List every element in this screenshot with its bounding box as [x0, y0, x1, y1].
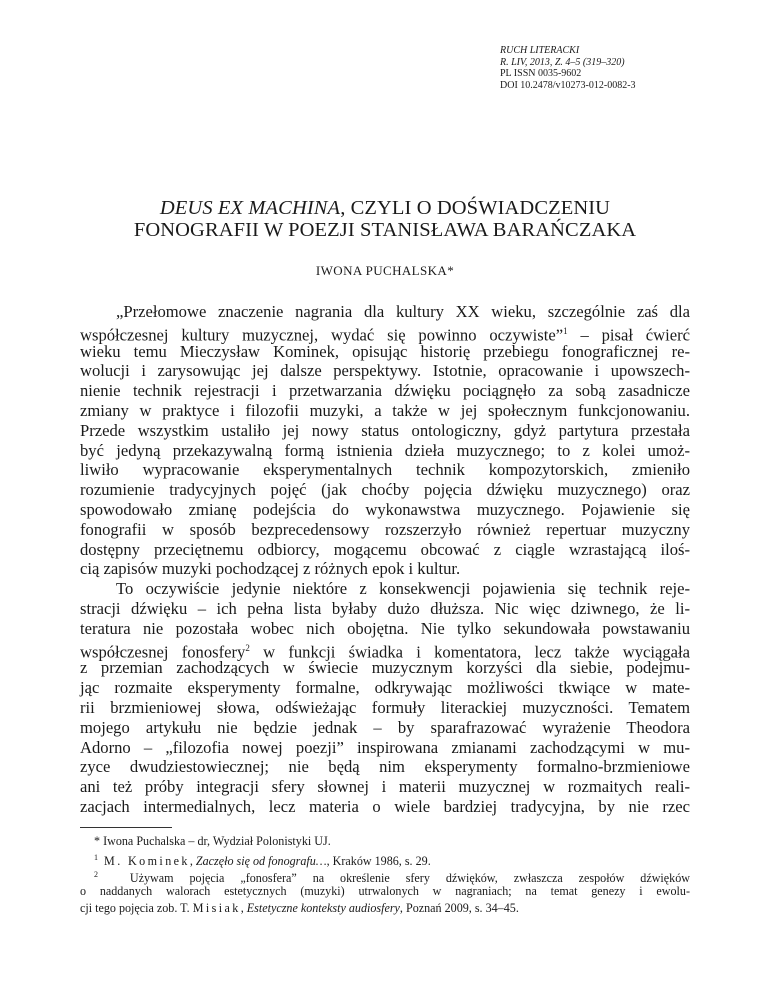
body-line: Przede wszystkim ustaliło jej nowy status ontologiczny, gdyż partytura przestała: [80, 420, 690, 440]
body-line: liwiło wypracowanie eksperymentalnych technik kompozytorskich, zmieniło: [80, 460, 690, 480]
author-name: IWONA PUCHALSKA*: [315, 263, 455, 278]
body-line: [80, 639, 690, 662]
body-line: spowodowało zmianę podejścia do wykonawstwa muzycznego. Pojawienie się: [80, 499, 690, 519]
body-line: rii brzmieniowej słowa, odświeżając formuły literackiej muzyczności. Tematem: [80, 697, 690, 717]
article-title: [80, 197, 690, 241]
footnote-2-rest: , Poznań 2009, s. 34–45.: [399, 901, 519, 916]
body-line: mojego artykułu nie będzie jednak – by sparafrazować wyrażenie Theodora: [80, 717, 690, 737]
body-line: zyce dwudziestowiecznej; nie będą nim eksperymenty formalno-brzmieniowe: [80, 757, 690, 777]
title-line-1-rest: , CZYLI O DOŚWIADCZENIU: [340, 197, 611, 219]
footnote-ref-1[interactable]: 1: [563, 325, 568, 336]
footnote-2-text: cji tego pojęcia zob. T.: [80, 901, 193, 916]
footnote-1: $^1$ M. Kominek, Zaczęło się od fonografu…, Kraków 1986, s. 29.: [94, 852, 431, 868]
body-line: rozumienie tradycyjnych pojęć (jak choćby pojęcia dźwięku muzycznego) oraz: [80, 480, 690, 500]
footnote-1-title: Zaczęło się od fonografu…: [195, 853, 327, 868]
body-line: być jedyną przekazywalną formą istnienia dzieła muzycznego; to z kolei umoż-: [80, 440, 690, 460]
body-line: ani też próby integracji sfery słownej i materii muzycznej w rozmaitych reali-: [80, 777, 690, 797]
article-body: [80, 302, 690, 817]
footnote-2-line: [80, 900, 690, 917]
body-line: To oczywiście jedynie niektóre z konsekwencji pojawienia się technik reje-: [116, 579, 690, 599]
body-line: zmiany w praktyce i filozofii muzyki, a także w jej społecznym funkcjonowaniu.: [80, 400, 690, 420]
body-line-part: – pisał ćwierć: [580, 325, 690, 345]
footnote-1-rest: , Kraków 1986, s. 29.: [326, 853, 431, 868]
journal-doi: DOI 10.2478/v10273-012-0082-3: [500, 79, 636, 91]
footnote-2-title: Estetyczne konteksty audiosfery: [246, 901, 400, 916]
body-line: z przemian zachodzących w świecie muzycznym korzyści dla siebie, podejmu-: [80, 658, 690, 678]
footnote-2-author: Misiak: [192, 901, 241, 916]
footnotes: [80, 833, 690, 917]
footnote-2-number: 2: [94, 869, 98, 879]
body-line: jąc rozmaite eksperymenty formalne, odkrywając możliwości tkwiące w mate-: [80, 678, 690, 698]
title-line-2: FONOGRAFII W POEZJI STANISŁAWA BARAŃCZAKA: [133, 219, 637, 241]
body-line: „Przełomowe znaczenie nagrania dla kultury XX wieku, szczególnie zaś dla: [116, 302, 690, 321]
body-line-part: współczesnej fonosfery: [80, 642, 246, 662]
title-italic: DEUS EX MACHINA: [159, 197, 341, 219]
body-line: dostępny przeciętnemu odbiorcy, mogącemu obcować z ciągle wzrastającą iloś-: [80, 539, 690, 559]
footnote-1-author: M. Kominek: [104, 853, 190, 868]
body-line: wolucji i zarysowując jej dalsze perspektywy. Istotnie, opracowanie i upowszech-: [80, 361, 690, 381]
footnote-2-line: o naddanych walorach estetycznych (muzyki) utrwalonych w nagraniach; na temat genezy i ewolu-: [80, 884, 690, 899]
body-line: fonografii w sposób bezprecedensowy rozszerzyło również repertuar muzyczny: [80, 519, 690, 539]
journal-issn: PL ISSN 0035-9602: [500, 68, 582, 79]
body-line: zacjach intermedialnych, lecz materia o wiele bardziej tradycyjna, by nie rzec: [80, 796, 690, 816]
body-line: wieku temu Mieczysław Kominek, opisując historię przebiegu fonograficznej re-: [80, 341, 690, 361]
journal-name: RUCH LITERACKI: [500, 45, 580, 56]
journal-volume: R. LIV, 2013, Z. 4–5 (319–320): [500, 56, 625, 68]
footnote-2-sep: ,: [240, 901, 247, 916]
body-line: nienie technik rejestracji i przetwarzania dźwięku pociągnęło za sobą zasadnicze: [80, 381, 690, 401]
footnote-2-text: Używam pojęcia „fonosfera” na określenie sfery dźwięków, zwłaszcza zespołów dźwięków: [129, 870, 690, 885]
footnote-ref-2[interactable]: 2: [245, 642, 250, 653]
body-line: stracji dźwięku – ich pełna lista byłaby dużo dłuższa. Nic więc dziwnego, że li-: [80, 598, 690, 618]
footnote-author: * Iwona Puchalska – dr, Wydział Polonistyki UJ.: [94, 834, 331, 848]
body-line-part: współczesnej kultury muzycznej, wydać się powinno oczywiste”: [80, 325, 564, 345]
body-line: [80, 322, 690, 345]
footnote-divider: [80, 827, 172, 828]
body-line: teratura nie pozostała wobec nich obojętna. Nie tylko sekundowała powstawaniu: [80, 618, 690, 638]
body-line: Adorno – „filozofia nowej poezji” inspirowana zmianami zachodzącymi w mu-: [80, 737, 690, 757]
title-line-1: [80, 197, 690, 219]
footnote-2-line: [80, 867, 690, 884]
body-line-part: w funkcji świadka i komentatora, lecz także wyciągała: [249, 642, 690, 662]
footnote-1-number: 1: [94, 852, 98, 862]
body-line: cią zapisów muzyki pochodzącej z różnych epok i kultur.: [80, 559, 461, 579]
journal-header: [500, 45, 636, 91]
